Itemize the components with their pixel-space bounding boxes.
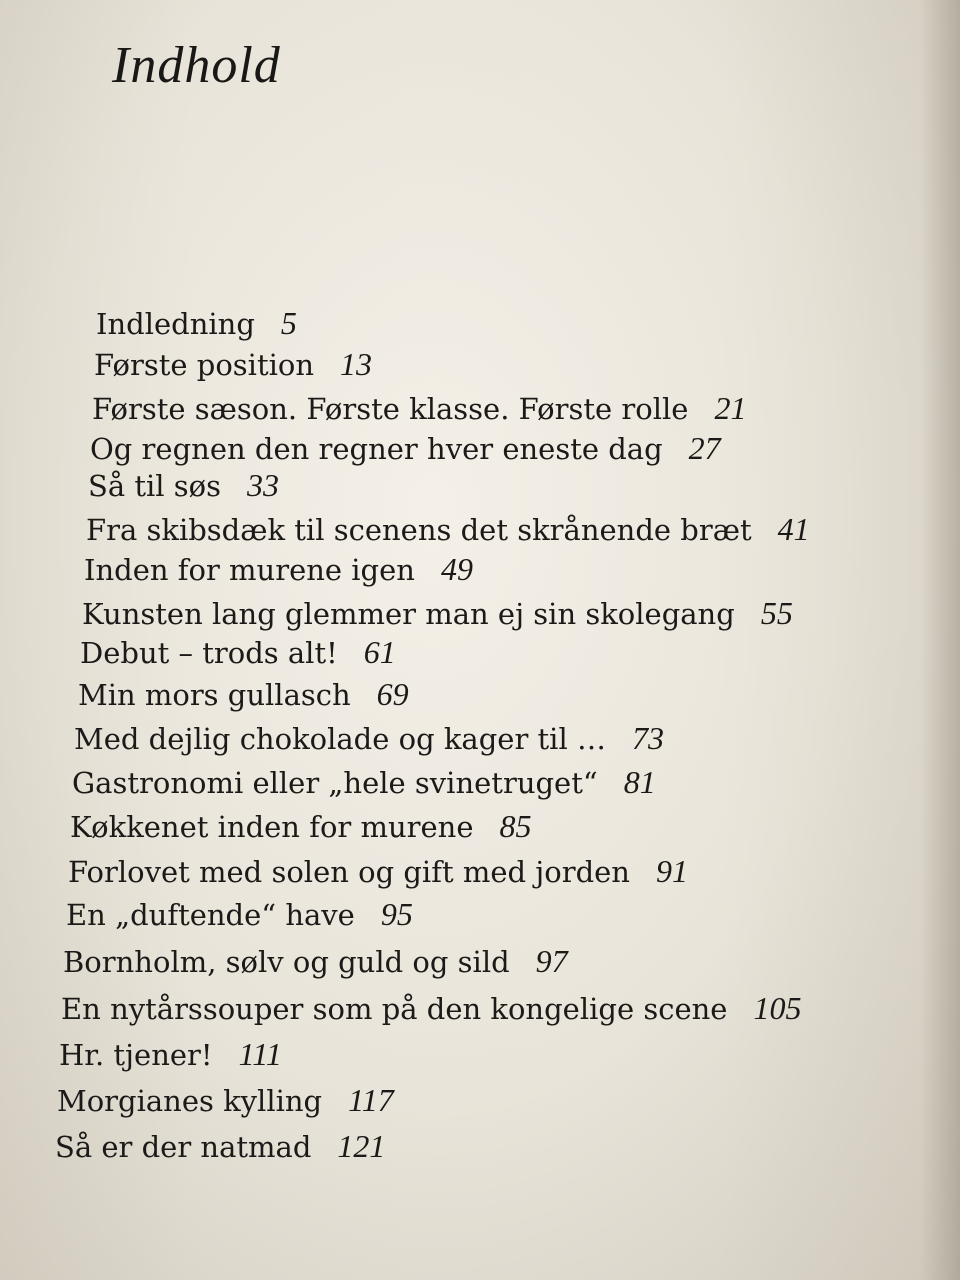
toc-entry-page: 95 <box>380 896 413 932</box>
toc-entry <box>96 305 297 342</box>
toc-entry <box>92 390 746 427</box>
toc-entry-page: 105 <box>753 990 802 1026</box>
toc-entry-title: Forlovet med solen og gift med jorden <box>68 855 630 889</box>
toc-entry-page: 5 <box>280 305 297 341</box>
toc-entry-title: En „duftende“ have <box>66 898 355 932</box>
toc-entry <box>63 943 568 980</box>
toc-entry-page: 13 <box>340 346 373 382</box>
toc-entry-title: Bornholm, sølv og guld og sild <box>63 945 510 979</box>
toc-entry-title: Morgianes kylling <box>57 1084 323 1118</box>
toc-entry-page: 41 <box>777 511 810 547</box>
toc-entry <box>74 720 664 757</box>
toc-entry-page: 73 <box>631 720 664 756</box>
toc-entry <box>90 430 721 467</box>
toc-entry <box>72 764 656 801</box>
toc-entry-title: Indledning <box>96 307 255 341</box>
toc-entry-title: Inden for murene igen <box>84 553 415 587</box>
toc-entry <box>78 676 409 713</box>
toc-entry-page: 121 <box>337 1128 386 1164</box>
toc-entry-title: Første position <box>94 348 315 382</box>
toc-entry-title: Og regnen den regner hver eneste dag <box>90 432 663 466</box>
toc-entry-title: Fra skibsdæk til scenens det skrånende bræt <box>86 513 752 547</box>
toc-entry <box>84 551 473 588</box>
toc-entry-page: 85 <box>499 808 532 844</box>
toc-entry-page: 55 <box>760 595 793 631</box>
toc-entry <box>82 595 793 632</box>
toc-entry-title: Første sæson. Første klasse. Første rolle <box>92 392 689 426</box>
toc-entry-page: 49 <box>440 551 473 587</box>
toc-entry-title: Så til søs <box>88 469 222 503</box>
toc-entry-title: Så er der natmad <box>55 1130 312 1164</box>
toc-entry-page: 21 <box>714 390 747 426</box>
toc-entry <box>70 808 532 845</box>
toc-entry-page: 111 <box>238 1036 282 1072</box>
toc-entry-page: 61 <box>363 634 396 670</box>
toc-entry-title: Hr. tjener! <box>59 1038 213 1072</box>
toc-entry <box>57 1082 394 1119</box>
toc-entry-page: 27 <box>688 430 721 466</box>
toc-entry <box>59 1036 282 1073</box>
toc-entry-title: Min mors gullasch <box>78 678 351 712</box>
toc-entry <box>94 346 372 383</box>
toc-entry <box>80 634 396 671</box>
toc-entry-title: En nytårssouper som på den kongelige scene <box>61 992 728 1026</box>
toc-entry-page: 81 <box>623 764 656 800</box>
toc-entry <box>55 1128 385 1165</box>
toc-entry <box>86 511 810 548</box>
toc-entry-title: Debut – trods alt! <box>80 636 338 670</box>
page-title: Indhold <box>112 37 281 94</box>
toc-entry <box>66 896 413 933</box>
toc-entry <box>68 853 688 890</box>
toc-entry-title: Køkkenet inden for murene <box>70 810 474 844</box>
toc-entry-title: Kunsten lang glemmer man ej sin skolegang <box>82 597 735 631</box>
toc-entry-page: 91 <box>655 853 688 889</box>
toc-entry <box>88 467 279 504</box>
toc-entry-title: Med dejlig chokolade og kager til … <box>74 722 606 756</box>
toc-entry-title: Gastronomi eller „hele svinetruget“ <box>72 766 598 800</box>
toc-entry-page: 33 <box>247 467 280 503</box>
toc-entry <box>61 990 801 1027</box>
toc-entry-page: 117 <box>348 1082 394 1118</box>
toc-entry-page: 69 <box>376 676 409 712</box>
toc-entry-page: 97 <box>535 943 568 979</box>
